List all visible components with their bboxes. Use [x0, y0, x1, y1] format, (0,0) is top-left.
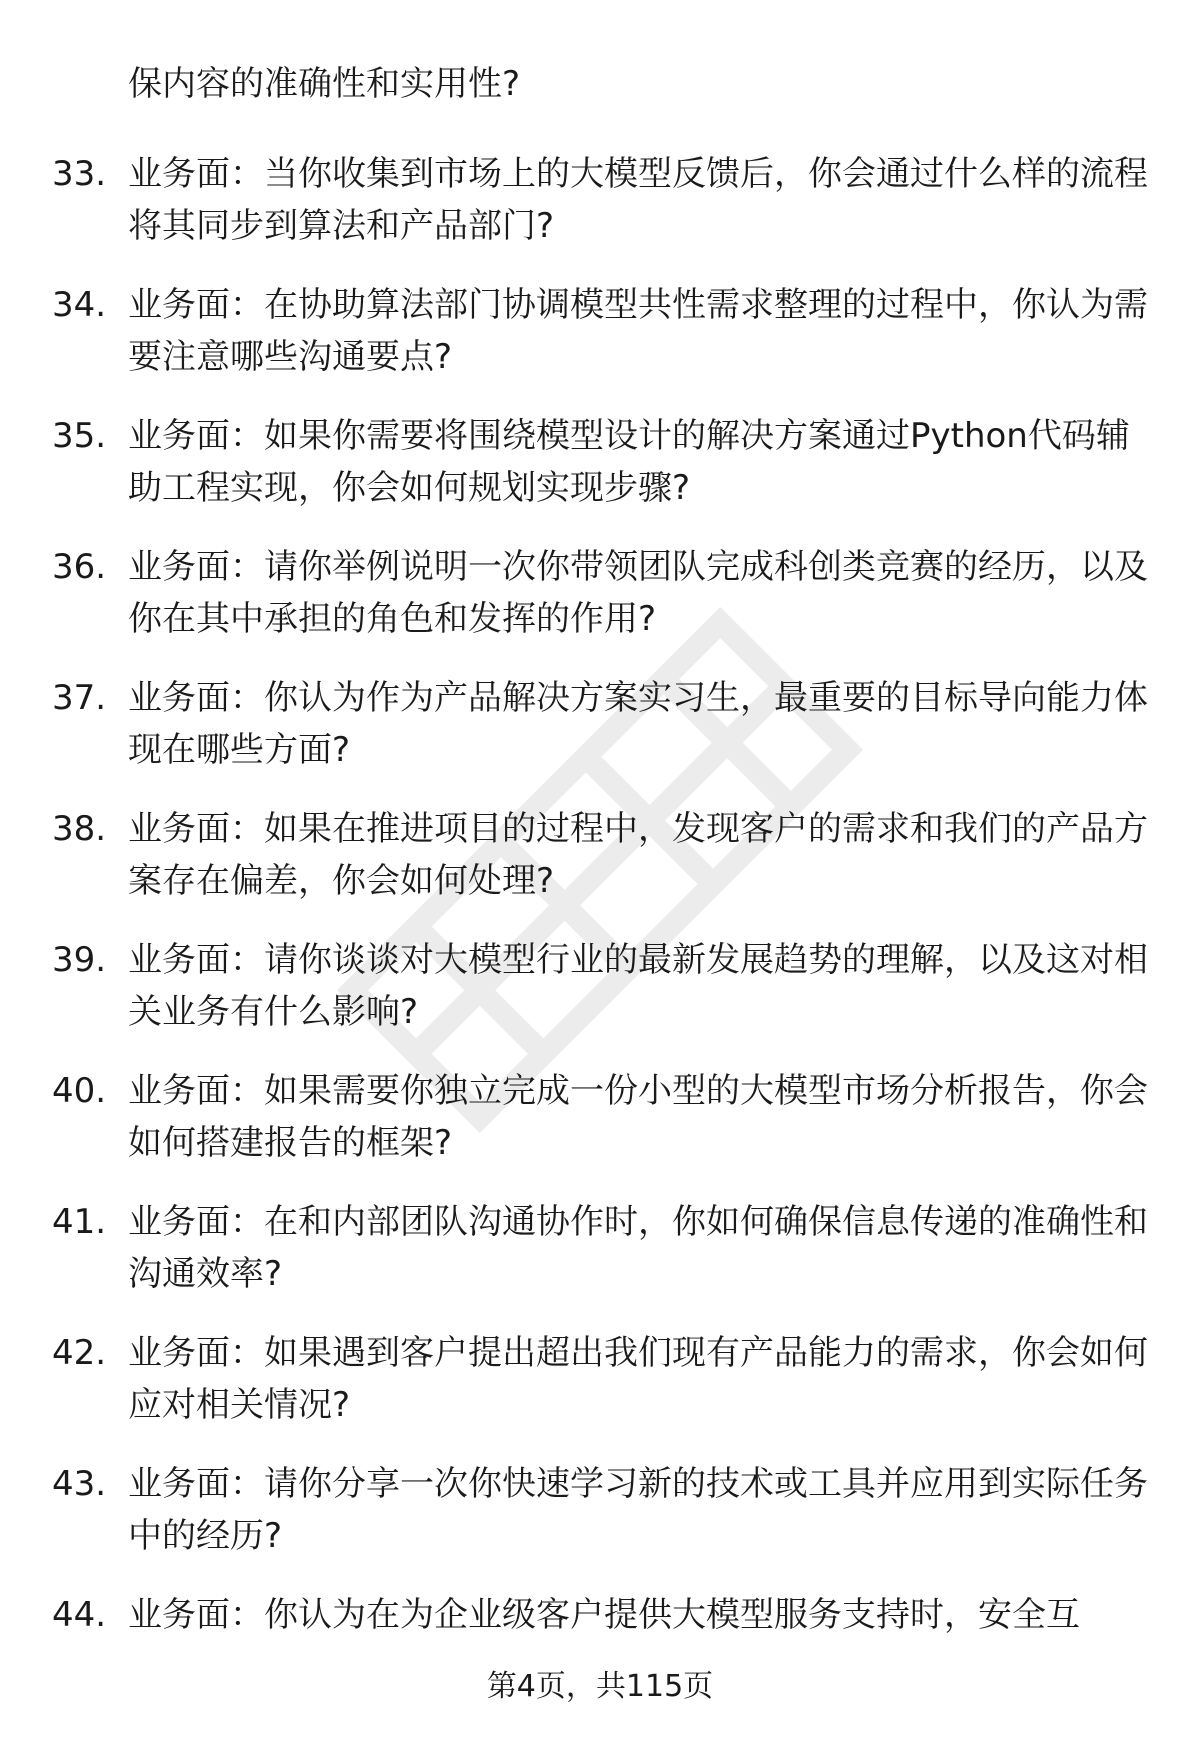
- list-item: [0, 672, 1200, 803]
- item-text: 业务面：如果在推进项目的过程中，发现客户的需求和我们的产品方案存在偏差，你会如何处理?: [128, 809, 1148, 901]
- item-number: 39.: [52, 940, 107, 980]
- page-footer: 第4页，共115页: [486, 1669, 714, 1704]
- question-list: [0, 148, 1200, 1720]
- item-text: 业务面：你认为在为企业级客户提供大模型服务支持时，安全互: [128, 1595, 1080, 1635]
- item-number: 40.: [52, 1071, 107, 1111]
- item-number: 35.: [52, 416, 107, 456]
- item-text: 业务面：如果你需要将围绕模型设计的解决方案通过Python代码辅助工程实现，你会如何规划实现步骤?: [128, 416, 1130, 508]
- item-text: 业务面：在和内部团队沟通协作时，你如何确保信息传递的准确性和沟通效率?: [128, 1202, 1148, 1294]
- list-item: [0, 934, 1200, 1065]
- item-number: 43.: [52, 1464, 107, 1504]
- item-text: 业务面：请你分享一次你快速学习新的技术或工具并应用到实际任务中的经历?: [128, 1464, 1148, 1556]
- item-number: 37.: [52, 678, 107, 718]
- continued-text: 保内容的准确性和实用性?: [128, 64, 521, 104]
- item-number: 41.: [52, 1202, 107, 1242]
- item-text: 业务面：在协助算法部门协调模型共性需求整理的过程中，你认为需要注意哪些沟通要点?: [128, 285, 1148, 377]
- list-item: [0, 1327, 1200, 1458]
- item-number: 34.: [52, 285, 107, 325]
- list-item: [0, 1065, 1200, 1196]
- list-item: [0, 803, 1200, 934]
- list-item: [0, 410, 1200, 541]
- item-number: 44.: [52, 1595, 107, 1635]
- item-number: 38.: [52, 809, 107, 849]
- list-item: [0, 1196, 1200, 1327]
- list-item: [0, 279, 1200, 410]
- item-number: 33.: [52, 154, 107, 194]
- item-text: 业务面：当你收集到市场上的大模型反馈后，你会通过什么样的流程将其同步到算法和产品部门?: [128, 154, 1148, 246]
- item-number: 42.: [52, 1333, 107, 1373]
- item-text: 业务面：你认为作为产品解决方案实习生，最重要的目标导向能力体现在哪些方面?: [128, 678, 1148, 770]
- item-text: 业务面：如果需要你独立完成一份小型的大模型市场分析报告，你会如何搭建报告的框架?: [128, 1071, 1148, 1163]
- list-item: [0, 1458, 1200, 1589]
- item-text: 业务面：请你谈谈对大模型行业的最新发展趋势的理解，以及这对相关业务有什么影响?: [128, 940, 1148, 1032]
- item-text: 业务面：如果遇到客户提出超出我们现有产品能力的需求，你会如何应对相关情况?: [128, 1333, 1148, 1425]
- item-number: 36.: [52, 547, 107, 587]
- list-item: [0, 148, 1200, 279]
- item-text: 业务面：请你举例说明一次你带领团队完成科创类竞赛的经历，以及你在其中承担的角色和发挥的作用?: [128, 547, 1148, 639]
- list-item: [0, 541, 1200, 672]
